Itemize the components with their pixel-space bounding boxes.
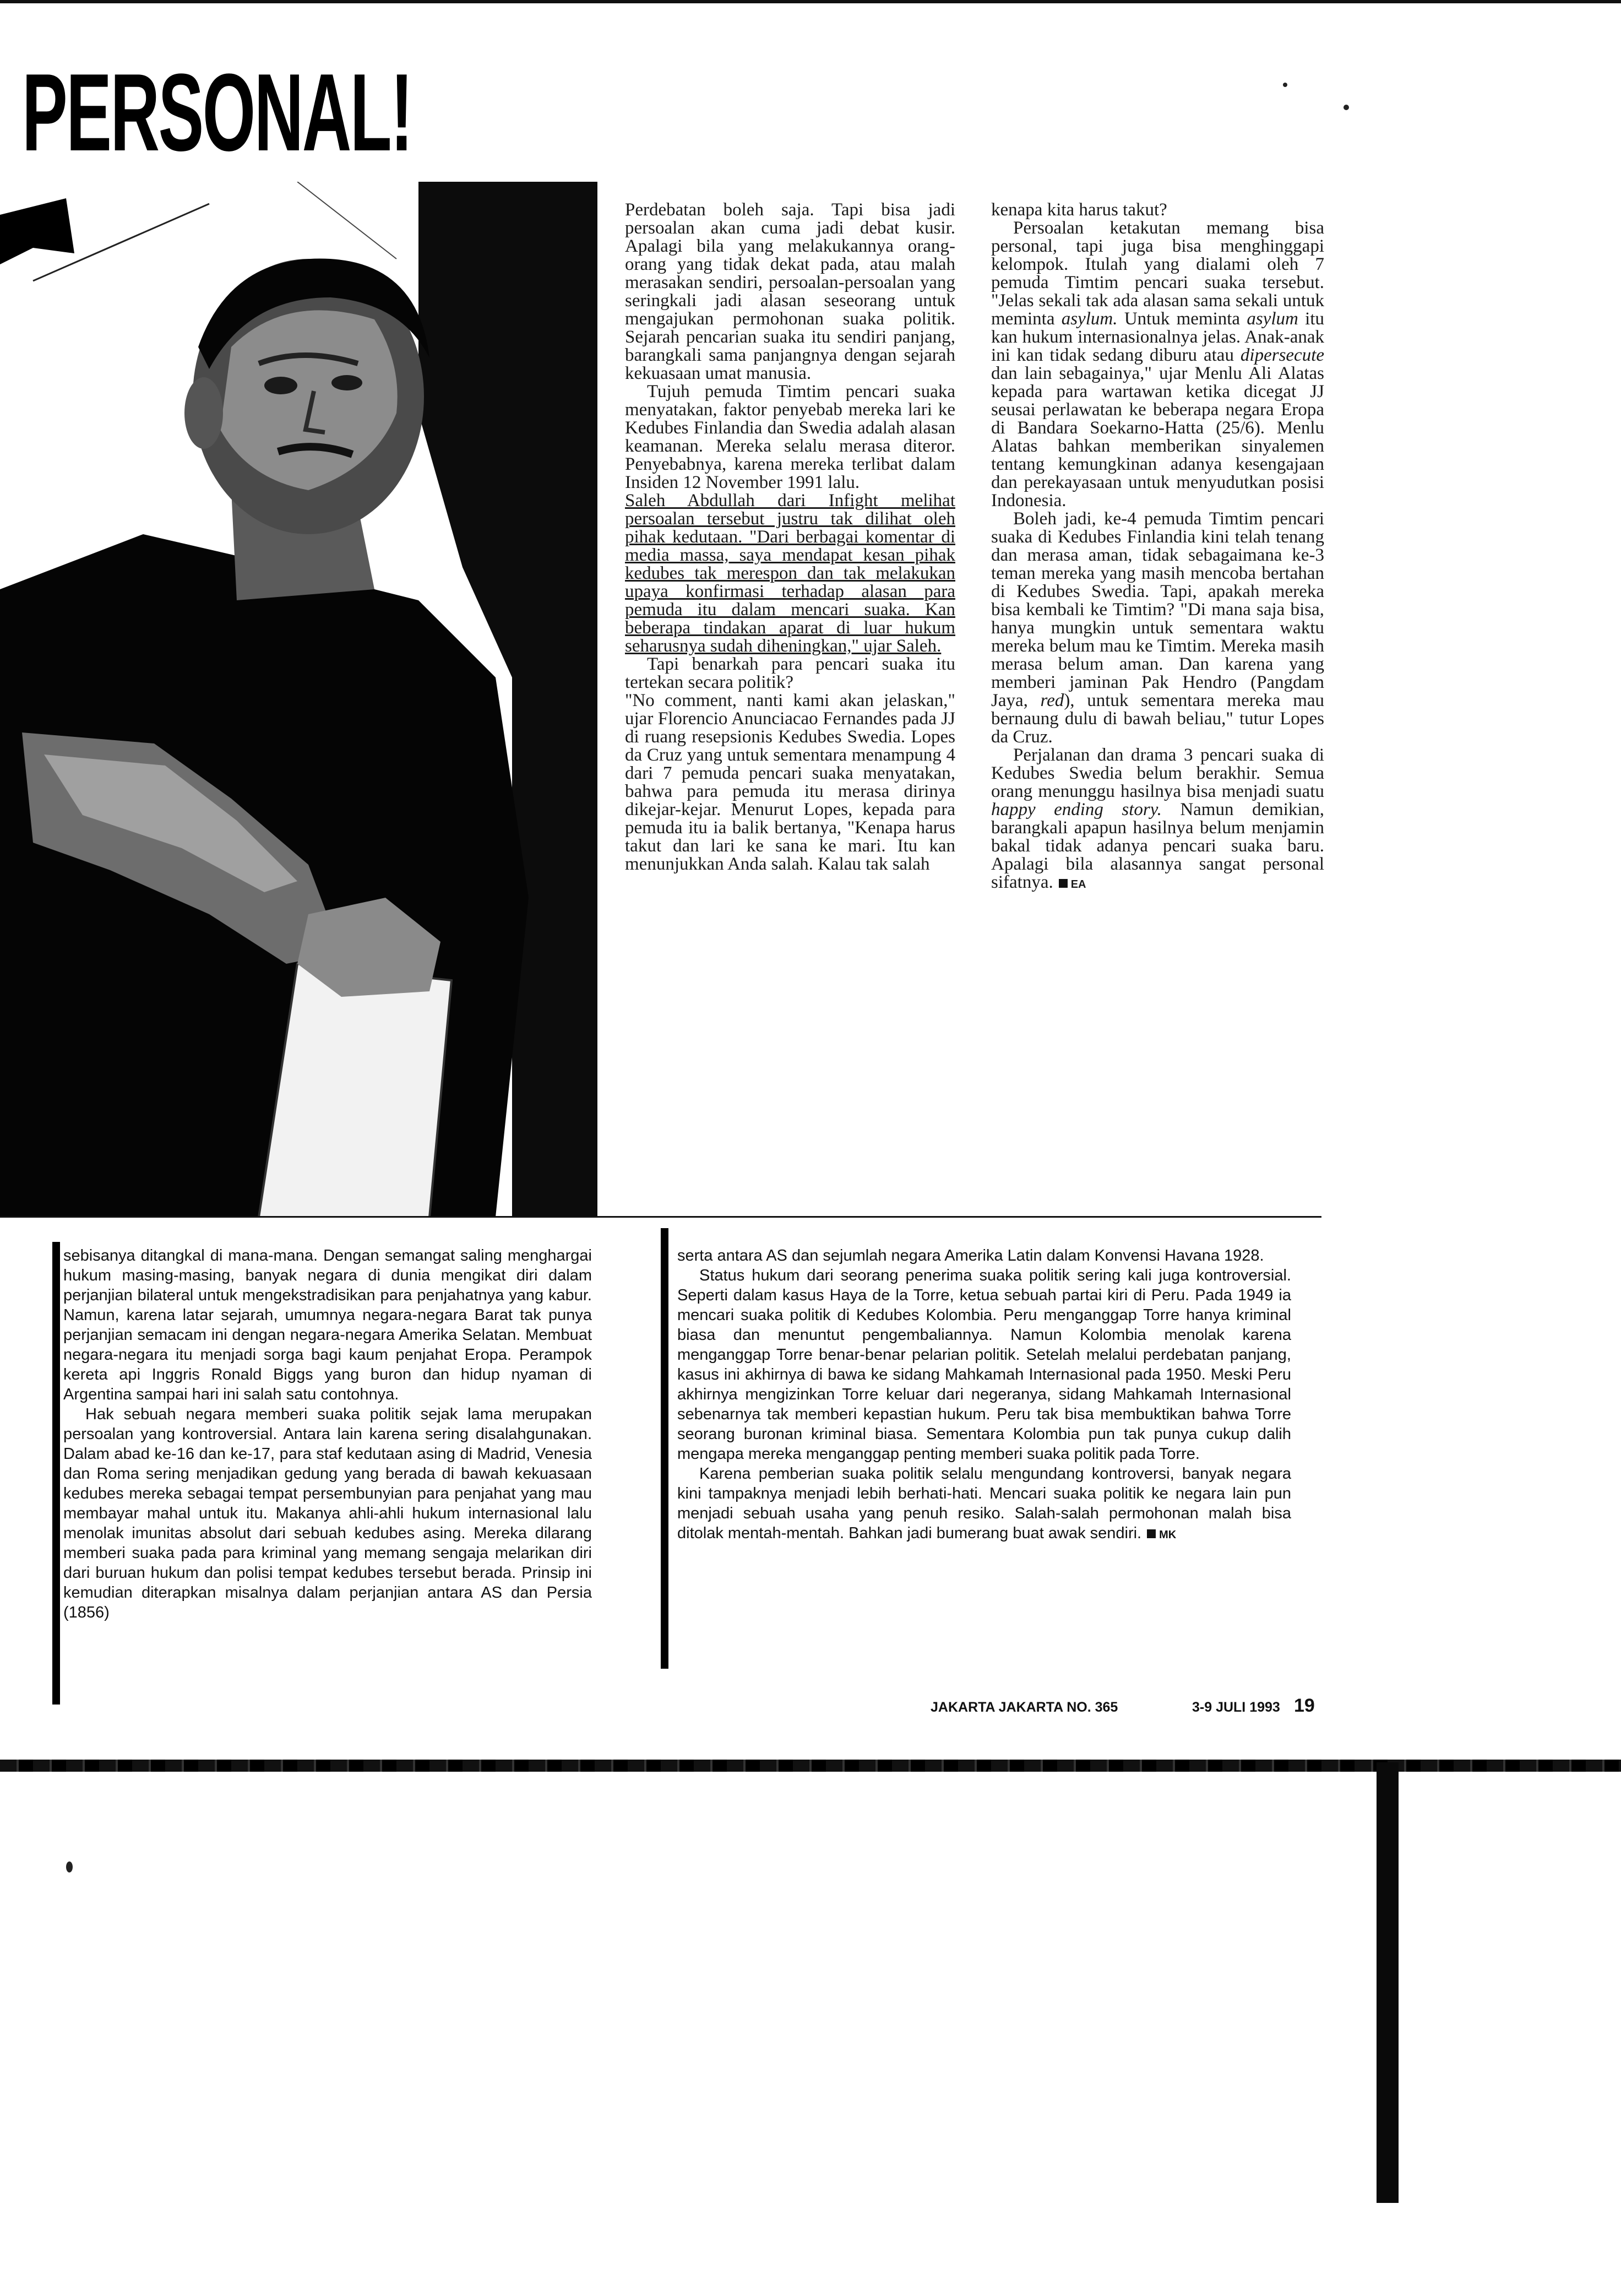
byline: EA xyxy=(1070,878,1086,891)
scan-speck xyxy=(1343,105,1349,110)
scan-speck xyxy=(66,1861,73,1872)
italic-text: happy ending story. xyxy=(991,800,1162,819)
italic-text: red xyxy=(1040,691,1064,710)
paragraph: serta antara AS dan sejumlah negara Amerika Latin dalam Konvensi Havana 1928. xyxy=(677,1247,1264,1264)
paragraph: sebisanya ditangkal di mana-mana. Dengan semangat saling menghargai hukum masing-masing, banyak negara di dunia mengikat diri dalam perjanjian bilateral untuk mengekstradisikan para penjahatnya yang kabur. Namun, karena latar sejarah, umumnya negara-negara Barat tak punya perjanjian semacam ini dengan negara-negara Amerika Selatan. Membuat negara-negara itu menjadi sorga bagi kaum penjahat Eropa. Perampok kereta api Inggris Ronald Biggs yang buron dan hidup nyaman di Argentina sampai hari ini salah satu contohnya. xyxy=(63,1247,592,1403)
page-number: 19 xyxy=(1294,1695,1315,1716)
paragraph-underlined: Saleh Abdullah dari Infight melihat persoalan tersebut justru tak dilihat oleh pihak kedutaan. "Dari berbagai komentar di media massa, saya mendapat kesan pihak kedubes tak merespon dan tak melakukan upaya konfirmasi terhadap alasan para pemuda itu dalam mencari suaka. Kan beberapa tindakan aparat di luar hukum seharusnya sudah diheningkan," ujar Saleh. xyxy=(625,491,955,656)
text-run: Perjalanan dan drama 3 pencari suaka di Kedubes Swedia belum berakhir. Semua orang menunggu hasilnya bisa menjadi suatu xyxy=(991,745,1324,801)
italic-text: asylum. xyxy=(1061,309,1118,329)
paragraph: Tapi benarkah para pencari suaka itu tertekan secara politik? xyxy=(625,654,955,692)
headline xyxy=(22,44,628,182)
portrait-photo xyxy=(0,182,597,1217)
text-run: Untuk meminta xyxy=(1124,309,1241,329)
end-mark-icon xyxy=(1059,879,1068,888)
headline-text: PERSONAL! xyxy=(22,51,412,174)
paragraph: Perdebatan boleh saja. Tapi bisa jadi persoalan akan cuma jadi debat kusir. Apalagi bila yang melakukannya orang-orang yang tidak dekat pada, atau malah merasakan sendiri, persoalan-persoalan yang seringkali jadi alasan seseorang untuk mengajukan permohonan suaka politik. Sejarah pencarian suaka itu sendiri panjang, barangkali sama panjangnya dengan sejarah kekuasaan umat manusia. xyxy=(625,200,955,383)
text-run: itu kan hukum internasionalnya jelas. Anak-anak ini kan tidak sedang diburu atau xyxy=(991,309,1325,365)
sidebar-column-2 xyxy=(677,1246,1291,1545)
article-column-1 xyxy=(625,201,955,873)
paragraph xyxy=(991,510,1324,746)
text-run: Boleh jadi, ke-4 pemuda Timtim pencari suaka di Kedubes Finlandia kini telah tenang dan merasa aman, tidak sebagaimana ke-3 teman mereka yang masih mencoba bertahan di Kedubes Swedia. Tapi, apakah mereka bisa kembali ke Timtim? "Di mana saja bisa, hanya mungkin untuk sementara waktu mereka belum mau ke Timtim. Mereka masih merasa belum aman. Dan karena yang memberi jaminan Pak Hendro (Pangdam Jaya, xyxy=(991,509,1324,710)
end-mark-icon xyxy=(1147,1529,1156,1538)
publication-name: JAKARTA JAKARTA NO. 365 xyxy=(931,1700,1118,1715)
page-footer xyxy=(931,1695,1327,1717)
column-bar-right xyxy=(661,1228,668,1669)
paragraph: "No comment, nanti kami akan jelaskan," ujar Florencio Anunciacao Fernandes pada JJ di ruang resepsionis Kedubes Swedia. Lopes da Cruz yang untuk sementara menampung 4 dari 7 pemuda pencari suaka menyatakan, bahwa para pemuda itu merasa dirinya dikejar-kejar. Menurut Lopes, kepada para pemuda itu ia balik bertanya, "Kenapa harus takut dan lari ke sana ke mari. Itu kan menunjukkan Anda salah. Kalau tak salah xyxy=(625,691,955,874)
paragraph xyxy=(991,746,1324,894)
scan-edge-right xyxy=(1377,1762,1399,2203)
article-column-2 xyxy=(991,201,1324,894)
text-run: dan lain sebagainya," ujar Menlu Ali Alatas kepada para wartawan ketika dicegat JJ seusai perlawatan ke beberapa negara Eropa di Bandara Soekarno-Hatta (25/6). Menlu Alatas bahkan memberikan sinyalemen tentang kemungkinan adanya kesengajaan dan perekayasaan untuk menyudutkan posisi Indonesia. xyxy=(991,363,1324,511)
text-run: Namun demikian, barangkali apapun hasilnya belum menjamin bakal tidak adanya pencari suaka baru. Apalagi bila alasannya sangat personal sifatnya. xyxy=(991,800,1324,892)
portrait-photo-graphic xyxy=(0,182,597,1217)
scan-edge-top xyxy=(0,0,1621,3)
paragraph: Hak sebuah negara memberi suaka politik sejak lama merupakan persoalan yang kontroversial. Antara lain karena sering disalahgunakan. Dalam abad ke-16 dan ke-17, para staf kedutaan asing di Madrid, Venesia dan Roma sering menjadikan gedung yang berada di bawah kekuasaan kedubes mereka sebagai tempat persembunyian para penjahat yang mau membayar mahal untuk itu. Makanya ahli-ahli hukum internasional lalu menolak imunitas absolut dari sebuah kedubes asing. Mereka dilarang memberi suaka pada para kriminal yang memang sengaja melarikan diri dari buruan hukum dan polisi tempat kedubes tersebut berada. Prinsip ini kemudian diterapkan misalnya dalam perjanjian antara AS dan Persia (1856) xyxy=(63,1405,592,1621)
italic-text: dipersecute xyxy=(1240,345,1325,365)
text-run: Persoalan ketakutan memang bisa personal, tapi juga bisa menghinggapi kelompok. Itulah yang dialami oleh 7 pemuda Timtim pencari suaka tersebut. "Jelas sekali tak ada alasan sama sekali untuk meminta xyxy=(991,218,1324,329)
byline: MK xyxy=(1159,1529,1177,1541)
sidebar-column-1 xyxy=(63,1246,592,1622)
scan-speck xyxy=(1283,83,1287,87)
paragraph: kenapa kita harus takut? xyxy=(991,200,1167,220)
column-bar-left xyxy=(52,1242,60,1705)
text-run: ), untuk sementara mereka mau bernaung dulu di bawah beliau," tutur Lopes da Cruz. xyxy=(991,691,1325,747)
paragraph xyxy=(677,1464,1291,1545)
paragraph xyxy=(991,219,1324,510)
italic-text: asylum xyxy=(1247,309,1298,329)
text-run: Karena pemberian suaka politik selalu mengundang kontroversi, banyak negara kini tampaknya menjadi lebih berhati-hati. Mencari suaka politik ke negara lain pun menjadi sebuah usaha yang penuh resiko. Salah-salah permohonan malah bisa ditolak mentah-mentah. Bahkan jadi bumerang buat awak sendiri. xyxy=(677,1465,1291,1542)
paragraph: Tujuh pemuda Timtim pencari suaka menyatakan, faktor penyebab mereka lari ke Kedubes Finlandia dan Swedia adalah alasan keamanan. Mereka selalu merasa diteror. Penyebabnya, karena mereka terlibat dalam Insiden 12 November 1991 lalu. xyxy=(625,382,955,492)
section-divider xyxy=(0,1216,1321,1218)
paragraph: Status hukum dari seorang penerima suaka politik sering kali juga kontroversial. Seperti dalam kasus Haya de la Torre, ketua sebuah partai kiri di Peru. Pada 1949 ia mencari suaka politik di Kedubes Kolombia. Peru menganggap Torre hanya kriminal biasa dan menuntut pengembaliannya. Namun Kolombia menolak karena menganggap Torre benar-benar pelarian politik. Setelah melalui perdebatan panjang, kasus ini akhirnya di bawa ke sidang Mahkamah Internasional pada 1950. Meski Peru akhirnya mengizinkan Torre keluar dari negeranya, sidang Mahkamah Internasional sebenarnya tak memberi kepastian hukum. Peru tak bisa membuktikan bahwa Torre seorang buronan kriminal biasa. Sementara Kolombia pun tak punya cukup dalih mengapa mereka menganggap penting memberi suaka politik pada Torre. xyxy=(677,1267,1291,1463)
issue-date: 3-9 JULI 1993 xyxy=(1192,1700,1280,1715)
